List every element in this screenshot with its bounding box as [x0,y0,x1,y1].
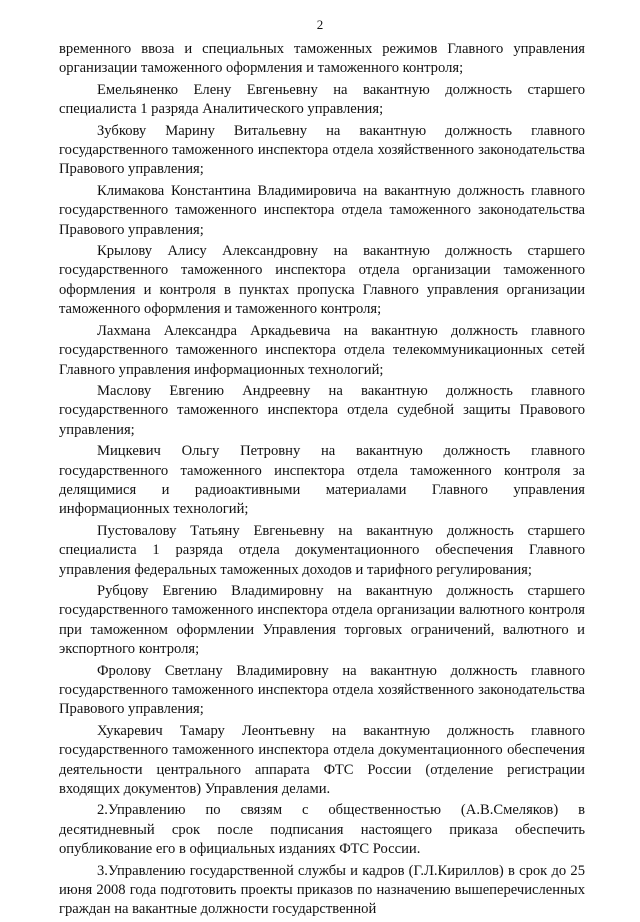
paragraph-maslova: Маслову Евгению Андреевну на вакантную должность главного государственного таможенного инспектора отдела судебной защиты Правового управления; [59,382,585,438]
paragraph-emelyanenko: Емельяненко Елену Евгеньевну на вакантную должность старшего специалиста 1 разряда Аналитического управления; [59,81,585,118]
paragraph-continuation: временного ввоза и специальных таможенных режимов Главного управления организации таможенного оформления и таможенного контроля; [59,41,585,77]
paragraph-mitskevich: Мицкевич Ольгу Петровну на вакантную должность главного государственного таможенного инспектора отдела таможенного контроля за делящимися и радиоактивными материалами Главного управления информационных технологий; [59,443,585,518]
paragraph-pustovalova: Пустовалову Татьяну Евгеньевну на вакантную должность старшего специалиста 1 разряда отдела документационного обеспечения Главного управления федеральных таможенных доходов и тарифного регулирования; [59,522,585,578]
page-number: 2 [316,17,324,32]
paragraph-krylova: Крылову Алису Александровну на вакантную должность старшего государственного таможенного инспектора отдела организации таможенного оформления и контроля в пунктах пропуска Главного управления организации таможенного оформления и таможенного контроля; [59,243,585,318]
document-body [59,40,585,922]
paragraph-khukarevich: Хукаревич Тамару Леонтьевну на вакантную должность главного государственного таможенного инспектора отдела документационного обеспечения деятельности центрального аппарата ФТС России (отделение регистрации входящих документов) Управления делами. [59,722,585,798]
paragraph-lakhman: Лахмана Александра Аркадьевича на вакантную должность главного государственного таможенного инспектора отдела телекоммуникационных сетей Главного управления информационных технологий; [59,322,585,378]
paragraph-item-2: 2.Управлению по связям с общественностью (А.В.Смеляков) в десятидневный срок после подписания настоящего приказа обеспечить опубликование его в официальных изданиях ФТС России. [59,802,585,858]
paragraph-klimakov: Климакова Константина Владимировича на вакантную должность главного государственного таможенного инспектора отдела таможенного законодательства Правового управления; [59,182,585,238]
paragraph-frolova: Фролову Светлану Владимировну на вакантную должность главного государственного таможенного инспектора отдела хозяйственного законодательства Правового управления; [59,662,585,718]
paragraph-rubtsova: Рубцову Евгению Владимировну на вакантную должность старшего государственного таможенного инспектора отдела организации валютного контроля при таможенном оформлении Управления торговых ограничений, валютного и экспортного контроля; [59,582,585,658]
paragraph-item-3: 3.Управлению государственной службы и кадров (Г.Л.Кириллов) в срок до 25 июня 2008 года подготовить проекты приказов по назначению вышеперечисленных граждан на вакантные должности государственной [59,862,585,918]
paragraph-zubkova: Зубкову Марину Витальевну на вакантную должность главного государственного таможенного инспектора отдела хозяйственного законодательства Правового управления; [59,122,585,178]
